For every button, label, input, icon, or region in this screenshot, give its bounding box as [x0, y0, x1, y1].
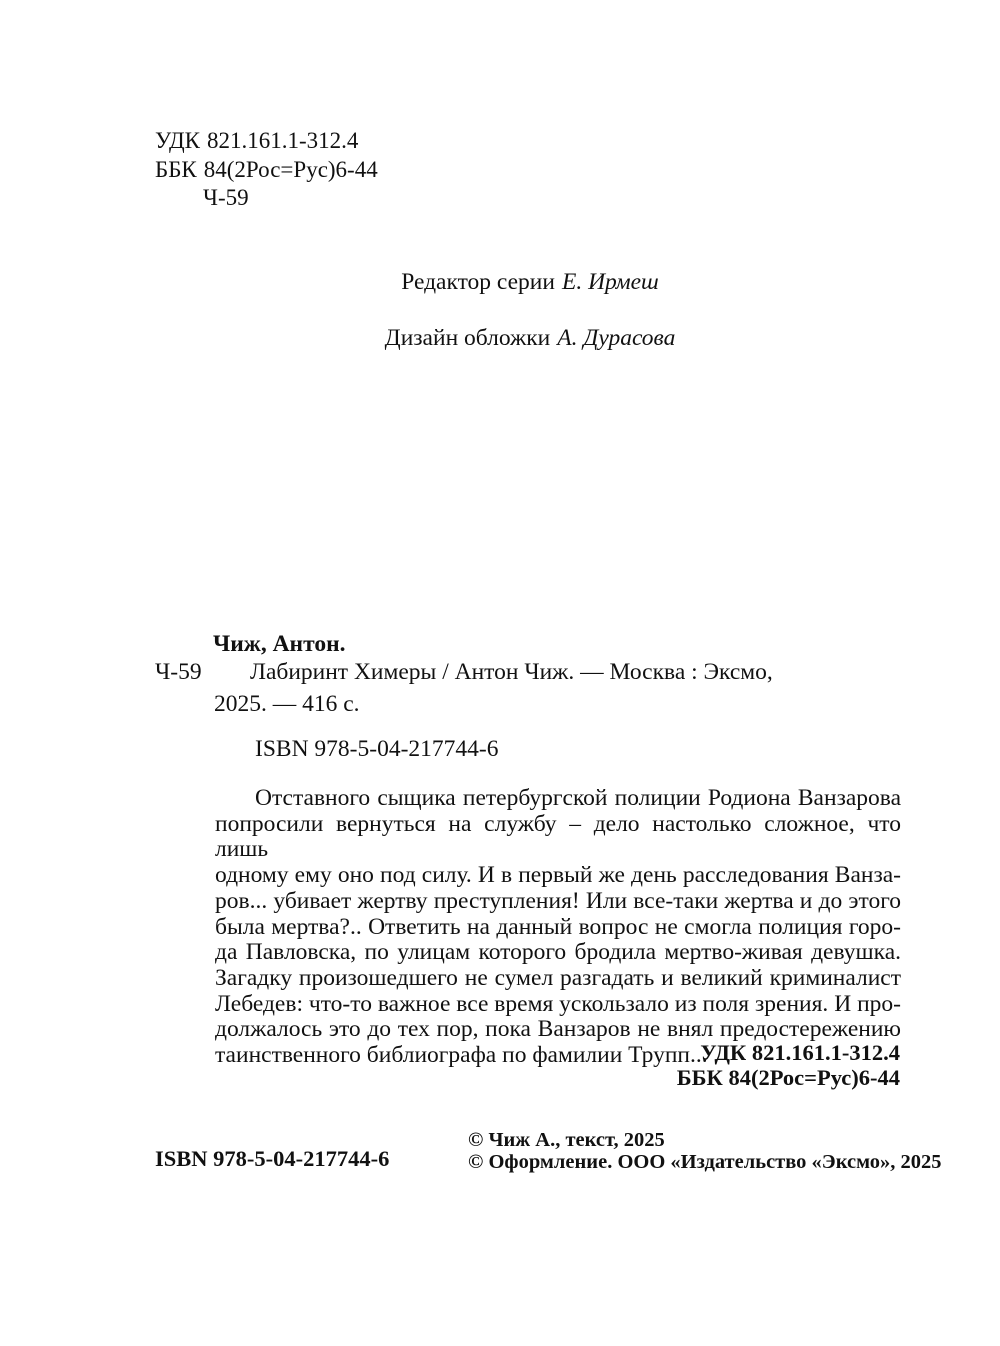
cover-designer-label: Дизайн обложки [384, 325, 551, 351]
card-author-sign: Ч-59 [155, 659, 202, 685]
annotation-line: одному ему оно под силу. И в первый же день расследования Ванза- [215, 862, 901, 889]
card-title-line: Лабиринт Химеры / Антон Чиж. — Москва : Эксмо, [250, 659, 773, 685]
footer-isbn: ISBN 978-5-04-217744-6 [155, 1146, 390, 1171]
annotation-line: попросили вернуться на службу – дело настолько сложное, что лишь [215, 810, 901, 863]
copyright-author: © Чиж А., текст, 2025 [468, 1129, 665, 1151]
udk-line [155, 127, 378, 156]
bottom-bbk: ББК 84(2Рос=Рус)6-44 [676, 1064, 900, 1090]
series-editor-name: Е. Ирмеш [561, 269, 659, 295]
card-bibliographic-continuation: 2025. — 416 с. [214, 691, 360, 717]
card-author-heading: Чиж, Антон. [213, 631, 346, 657]
top-classification-codes [155, 127, 378, 213]
bottom-udk: УДК 821.161.1-312.4 [700, 1040, 900, 1065]
bottom-classification-codes [677, 1041, 900, 1090]
author-sign: Ч-59 [203, 185, 249, 210]
card-bibliographic-line [155, 659, 773, 686]
annotation-line: должалось это до тех пор, пока Ванзаров не внял предостережению [215, 1016, 901, 1043]
annotation-paragraph [215, 786, 901, 1069]
annotation-line: таинственного библиографа по фамилии Трупп... [215, 1042, 708, 1069]
annotation-line: Отставного сыщика петербургской полиции Родиона Ванзарова [255, 785, 901, 811]
annotation-line: была мертва?.. Ответить на данный вопрос не смогла полиция горо- [215, 913, 901, 940]
series-editor-label: Редактор серии [401, 269, 555, 295]
annotation-line: да Павловска, по улицам которого бродила мертво-живая девушка. [215, 939, 901, 966]
card-isbn: ISBN 978-5-04-217744-6 [255, 736, 499, 762]
annotation-line: Лебедев: что-то важное все время ускользало из поля зрения. И про- [215, 990, 901, 1017]
annotation-line: ров... убивает жертву преступления! Или все-таки жертва и до этого [215, 887, 901, 914]
bbk-value: 84(2Рос=Рус)6-44 [203, 156, 378, 182]
cover-designer-name: А. Дурасова [557, 325, 676, 351]
cover-designer-credit [155, 325, 905, 352]
annotation-line: Загадку произошедшего не сумел разгадать и великий криминалист [215, 964, 901, 991]
udk-label: УДК [155, 128, 200, 153]
series-editor-credit [155, 269, 905, 296]
udk-value: 821.161.1-312.4 [207, 128, 359, 153]
bbk-line [155, 156, 378, 185]
copyright-publisher: © Оформление. ООО «Издательство «Эксмо», 2025 [468, 1151, 942, 1173]
bbk-label: ББК [155, 156, 197, 182]
